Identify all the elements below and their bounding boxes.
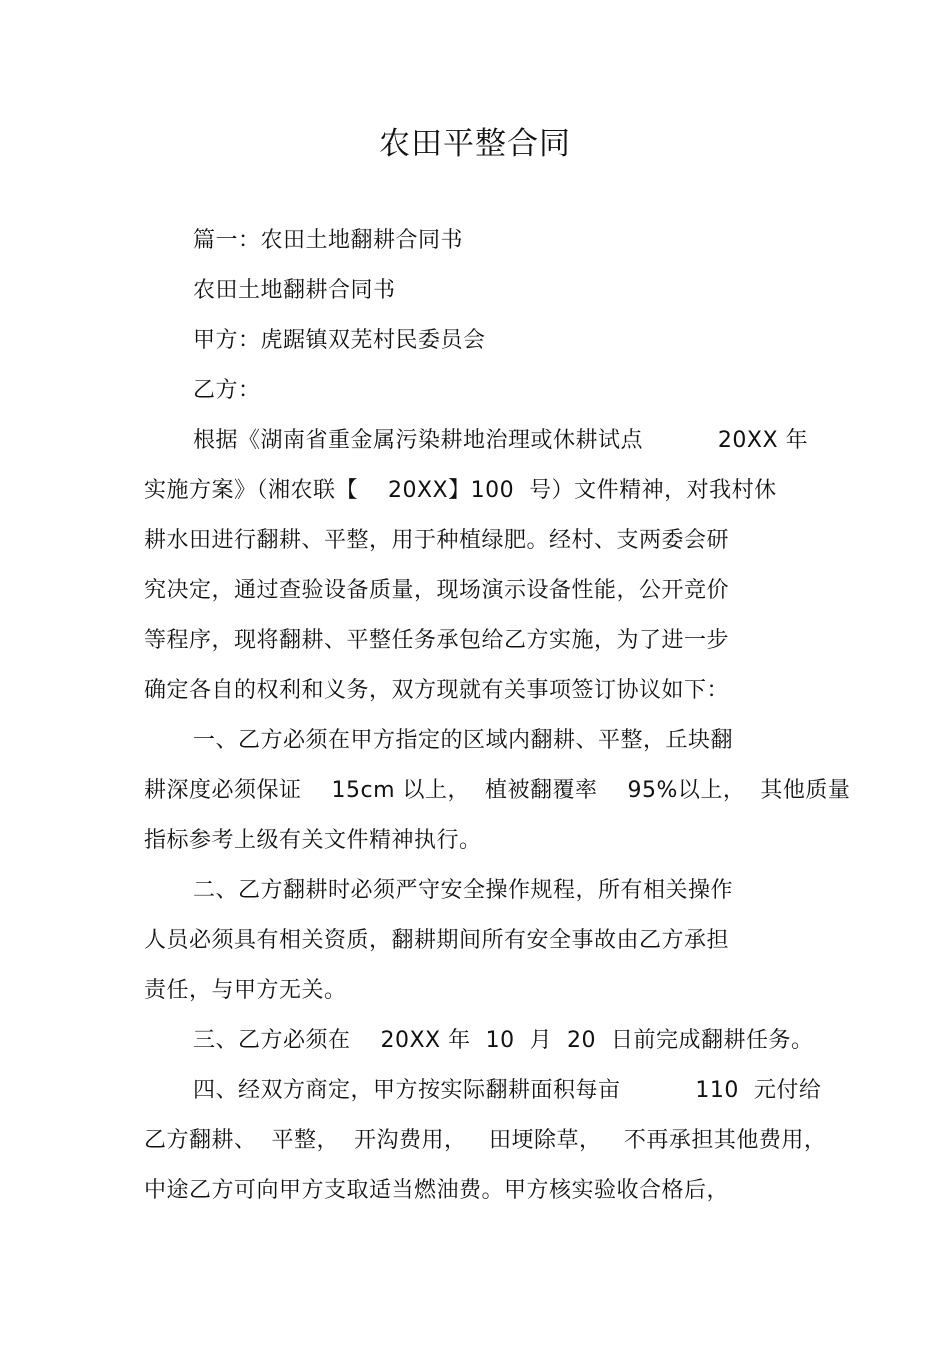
clause-one-line: 耕深度必须保证 15cm 以上， 植被翻覆率 95%以上， 其他质量: [144, 778, 851, 803]
paragraph-line: 耕水田进行翻耕、平整，用于种植绿肥。经村、支两委会研: [144, 528, 730, 553]
document-title: 农田平整合同: [379, 126, 571, 162]
section-heading: 篇一：农田土地翻耕合同书: [193, 228, 464, 253]
party-b: 乙方：: [193, 378, 261, 403]
clause-four-line: 四、经双方商定，甲方按实际翻耕面积每亩 110 元付给: [193, 1078, 822, 1103]
clause-two-line: 二、乙方翻耕时必须严守安全操作规程，所有相关操作: [193, 878, 734, 903]
clause-one-line: 一、乙方必须在甲方指定的区域内翻耕、平整，丘块翻: [193, 728, 734, 753]
contract-name: 农田土地翻耕合同书: [193, 278, 396, 303]
clause-four-line: 中途乙方可向甲方支取适当燃油费。甲方核实验收合格后，: [144, 1178, 730, 1203]
party-a: 甲方：虎踞镇双芜村民委员会: [193, 328, 486, 353]
paragraph-line: 实施方案》（湘农联【 20XX】100 号）文件精神，对我村休: [144, 478, 777, 503]
paragraph-line: 根据《湖南省重金属污染耕地治理或休耕试点 20XX 年: [193, 428, 809, 453]
clause-three-line: 三、乙方必须在 20XX 年 10 月 20 日前完成翻耕任务。: [193, 1028, 814, 1053]
clause-two-line: 人员必须具有相关资质，翻耕期间所有安全事故由乙方承担: [144, 928, 730, 953]
clause-four-line: 乙方翻耕、 平整， 开沟费用， 田埂除草， 不再承担其他费用，: [144, 1128, 827, 1153]
paragraph-line: 等程序，现将翻耕、平整任务承包给乙方实施，为了进一步: [144, 628, 730, 653]
paragraph-line: 究决定，通过查验设备质量，现场演示设备性能，公开竞价: [144, 578, 730, 603]
clause-one-line: 指标参考上级有关文件精神执行。: [144, 828, 482, 853]
clause-two-line: 责任，与甲方无关。: [144, 978, 347, 1003]
paragraph-line: 确定各自的权利和义务，双方现就有关事项签订协议如下：: [144, 678, 730, 703]
